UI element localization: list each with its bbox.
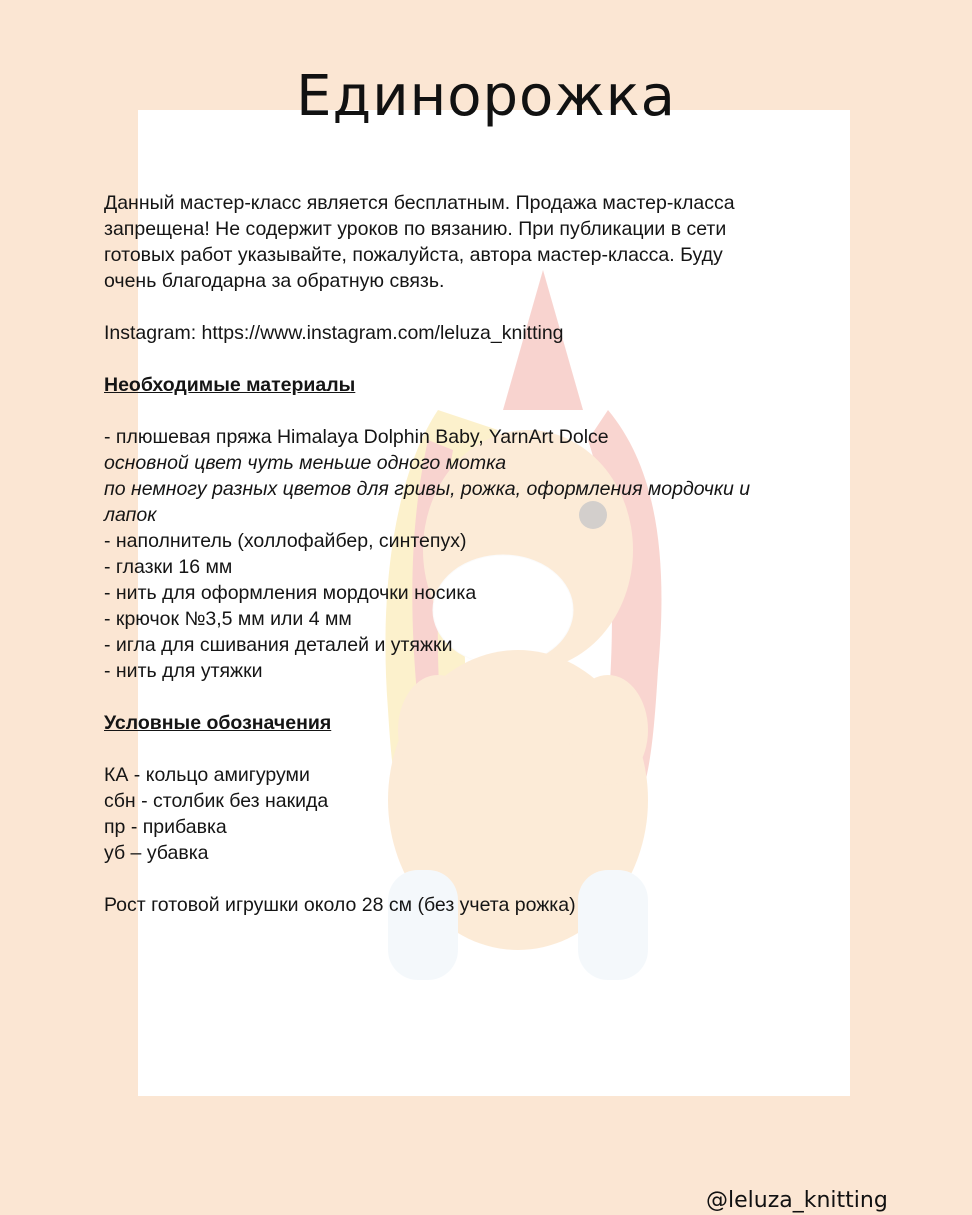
legend-item: КА - кольцо амигуруми (104, 764, 310, 786)
materials-item: - глазки 16 мм (104, 556, 233, 578)
intro-line: запрещена! Не содержит уроков по вязанию. При публикации в сети (104, 218, 727, 240)
footer-handle: @leluza_knitting (706, 1188, 888, 1213)
materials-note: по немногу разных цветов для гривы, рожка, оформления мордочки и (104, 478, 751, 500)
materials-item: - крючок №3,5 мм или 4 мм (104, 608, 352, 630)
intro-line: очень благодарна за обратную связь. (104, 270, 445, 292)
legend-item: уб – убавка (104, 842, 209, 864)
materials-heading: Необходимые материалы (104, 374, 356, 396)
materials-item: - нить для оформления мордочки носика (104, 582, 477, 604)
materials-note: лапок (104, 504, 157, 526)
intro-line: готовых работ указывайте, пожалуйста, автора мастер-класса. Буду (104, 244, 723, 266)
materials-item: - плюшевая пряжа Himalaya Dolphin Baby, YarnArt Dolce (104, 426, 609, 448)
height-note: Рост готовой игрушки около 28 см (без учета рожка) (104, 894, 576, 916)
materials-item: - игла для сшивания деталей и утяжки (104, 634, 453, 656)
legend-item: сбн - столбик без накида (104, 790, 329, 812)
materials-item: - нить для утяжки (104, 660, 263, 682)
legend-item: пр - прибавка (104, 816, 227, 838)
intro-line: Данный мастер-класс является бесплатным. Продажа мастер-класса (104, 192, 735, 214)
document-body (104, 190, 864, 918)
materials-note: основной цвет чуть меньше одного мотка (104, 452, 507, 474)
page-title: Единорожка (296, 64, 676, 129)
instagram-link[interactable]: Instagram: https://www.instagram.com/leluza_knitting (104, 322, 564, 344)
legend-heading: Условные обозначения (104, 712, 332, 734)
materials-item: - наполнитель (холлофайбер, синтепух) (104, 530, 467, 552)
